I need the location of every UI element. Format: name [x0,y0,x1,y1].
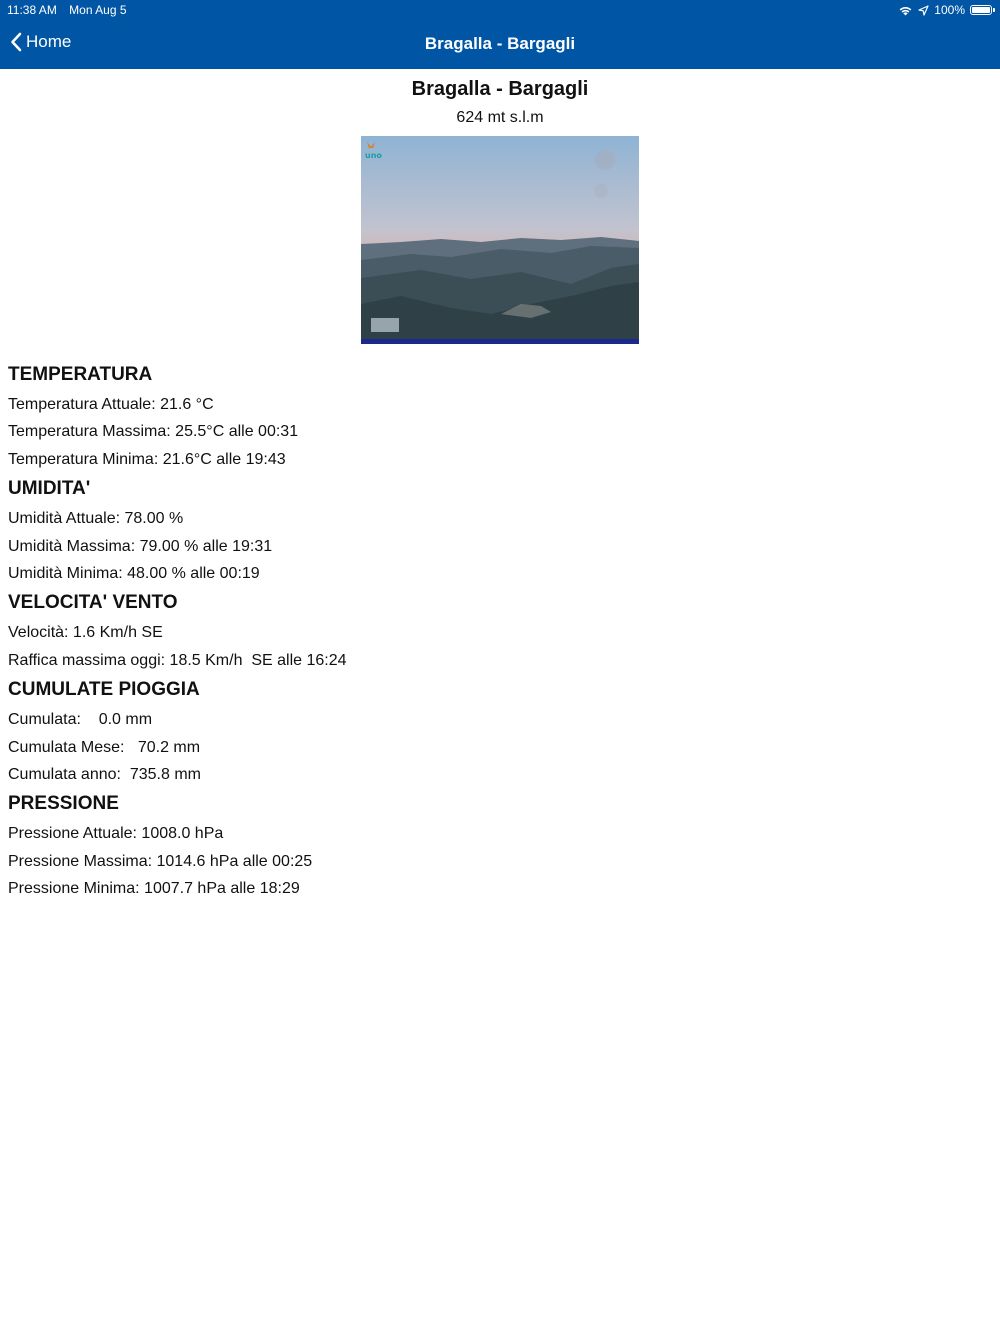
data-row: Raffica massima oggi: 18.5 Km/h SE alle 16:24 [8,651,347,669]
weather-data [8,362,908,905]
status-right [898,3,992,17]
data-row: Temperatura Attuale: 21.6 °C [8,396,214,413]
nav-title: Bragalla - Bargagli [424,34,576,53]
section-title: PRESSIONE [8,793,119,815]
data-row: Umidità Massima: 79.00 % alle 19:31 [8,537,273,555]
data-row: Pressione Massima: 1014.6 hPa alle 00:25 [8,852,313,870]
section-title: VELOCITA' VENTO [8,592,178,614]
data-row: Pressione Minima: 1007.7 hPa alle 18:29 [8,880,300,898]
data-row: Pressione Attuale: 1008.0 hPa [8,825,224,843]
status-date: Mon Aug 5 [69,3,127,17]
section-cumulate-pioggia [8,677,908,788]
section-pressione [8,791,908,902]
station-title: Bragalla - Bargagli [411,78,589,100]
section-velocita-vento [8,590,908,674]
station-altitude: 624 mt s.l.m [456,109,544,126]
back-button-label: Home [26,32,72,51]
wifi-icon [898,5,913,16]
navigation-bar [0,20,1000,69]
battery-full-icon [970,5,992,15]
section-title: UMIDITA' [8,478,91,500]
top-bar [0,0,1000,69]
data-row: Cumulata Mese: 70.2 mm [8,738,201,756]
section-title: CUMULATE PIOGGIA [8,679,200,701]
status-time: 11:38 AM [7,3,57,17]
data-row: Cumulata anno: 735.8 mm [8,765,201,783]
data-row: Temperatura Massima: 25.5°C alle 00:31 [8,423,299,441]
data-row: Temperatura Minima: 21.6°C alle 19:43 [8,450,286,468]
data-row: Umidità Attuale: 78.00 % [8,510,184,528]
svg-text:uno: uno [365,151,382,160]
status-bar [0,0,1000,20]
section-temperatura [8,362,908,473]
status-left [7,3,127,17]
data-row: Cumulata: 0.0 mm [8,711,153,729]
location-arrow-icon [918,5,929,16]
webcam-image [361,136,639,344]
data-row: Umidità Minima: 48.00 % alle 00:19 [8,564,260,582]
battery-percent: 100% [934,3,965,17]
data-row: Velocità: 1.6 Km/h SE [8,624,163,642]
section-umidita [8,476,908,587]
section-title: TEMPERATURA [8,364,153,385]
